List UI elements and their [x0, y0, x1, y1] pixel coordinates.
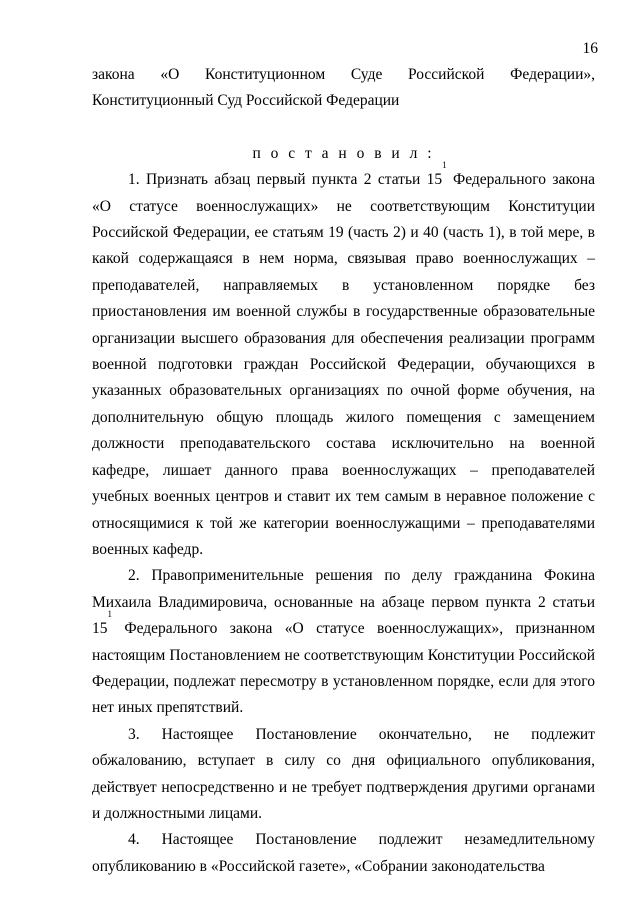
paragraph-2-rest: Федерального закона «О статусе военнослужащих», признанном настоящим Постановлением не соответствующим Конституции Российской Федерации, подлежат пересмотру в установленном порядке, если для этого нет иных препятствий. — [92, 620, 595, 717]
document-body — [92, 62, 595, 880]
paragraph-2-start: 2. Правоприменительные решения по делу гражданина Фокина Михаила Владимировича, основанные на абзаце первом пункта 2 статьи 15 — [92, 567, 595, 638]
resolution-heading: п о с т а н о в и л : — [252, 144, 435, 162]
paragraph-1-rest: Федерального закона «О статусе военнослужащих» не соответствующим Конституции Российской Федерации, ее статьям 19 (часть 2) и 40 (часть 1), в той мере, в какой содержащаяся в нем норма, связывая право военнослужащих – преподавателей, направляемых в установленном порядке без приостановления им военной службы в государственные образовательные организации высшего образования для обеспечения реализации программ военной подготовки граждан Российской Федерации, обучающихся в указанных образовательных организациях по очной форме обучения, на дополнительную общую площадь жилого помещения с замещением должности преподавательского состава исключительно на военной кафедре, лишает данного права военнослужащих – преподавателей учебных военных центров и ставит их тем самым в неравное положение с относящимися к той же категории военнослужащими – преподавателями военных кафедр. — [92, 171, 595, 558]
page-number: 16 — [582, 40, 598, 57]
paragraph-2 — [92, 563, 595, 721]
paragraph-4: 4. Настоящее Постановление подлежит незамедлительному опубликованию в «Российской газете», «Собрании законодательства — [92, 831, 595, 875]
intro-paragraph: закона «О Конституционном Суде Российской Федерации», Конституционный Суд Российской Федерации — [92, 66, 595, 110]
paragraph-1-start: 1. Признать абзац первый пункта 2 статьи 15 — [128, 171, 443, 189]
paragraph-3: 3. Настоящее Постановление окончательно, не подлежит обжалованию, вступает в силу со дня официального опубликования, действует непосредственно и не требует подтверждения другими органами и должностными лицами. — [92, 725, 595, 822]
superscript-2: 1 — [107, 609, 112, 620]
superscript-1: 1 — [442, 160, 447, 171]
paragraph-1 — [92, 160, 595, 563]
